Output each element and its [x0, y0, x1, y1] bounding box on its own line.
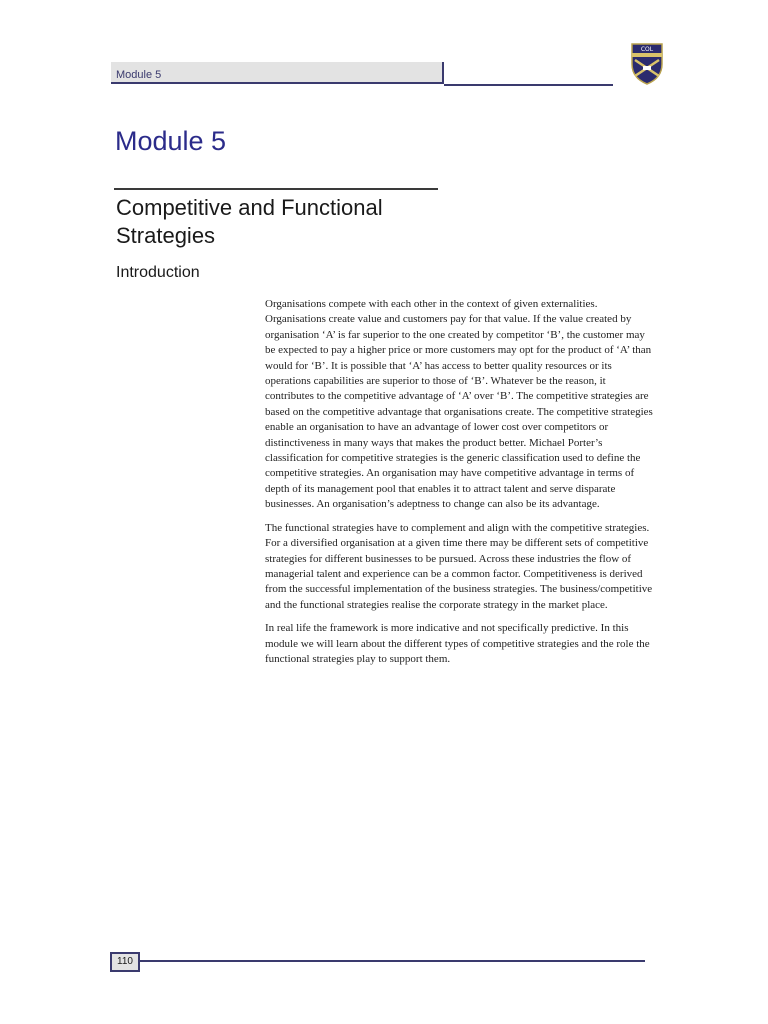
body-text [265, 297, 655, 675]
running-header: Module 5 [116, 69, 162, 81]
paragraph: Organisations compete with each other in the context of given externalities. Organisations create value and customers pay for that value. If the value created by organisation ‘A’ is far superior to the one created by competitor ‘B’, the customer may be expected to pay a higher price or more customers may opt for the product of ‘A’ than would for ‘B’. It is possible that ‘A’ has access to better quality resources or its operations capabilities are superior to those of ‘B’. Whatever be the reason, it contributes to the competitive advantage of ‘A’ over ‘B’. The competitive strategies are based on the competitive advantage that organisations create. The competitive strategies enable an organisation to have an advantage of lower cost over competitors or distinctiveness in many ways that makes the product better. Michael Porter’s classification for competitive strategies is the generic classification used to define the competitive strategies. An organisation may have competitive advantage in terms of depth of its management pool that enables it to attract talent and serve disparate businesses. An organisation’s adeptness to change can also be its advantage. [265, 298, 653, 511]
paragraph: In real life the framework is more indicative and not specifically predictive. In this module we will learn about the different types of competitive strategies and the role the functional strategies play to support them. [265, 622, 650, 665]
page-number: 110 [110, 952, 140, 972]
section-heading: Introduction [116, 264, 200, 281]
footer-rule [140, 960, 645, 962]
col-shield-logo-icon [630, 42, 664, 86]
title-rule [114, 188, 438, 190]
logo-text: COL [640, 46, 654, 53]
paragraph: The functional strategies have to complement and align with the competitive strategies. For a diversified organisation at a given time there may be different sets of competitive strategies for different businesses to be pursued. Across these industries the flow of managerial talent and experience can be a common factor. Competitiveness is derived from the successful implementation of the business strategies. The business/competitive and the functional strategies realise the corporate strategy in the market place. [265, 521, 653, 611]
header-rule [444, 84, 613, 86]
module-title: Module 5 [115, 126, 227, 156]
chapter-title: Competitive and Functional Strategies [116, 195, 383, 248]
